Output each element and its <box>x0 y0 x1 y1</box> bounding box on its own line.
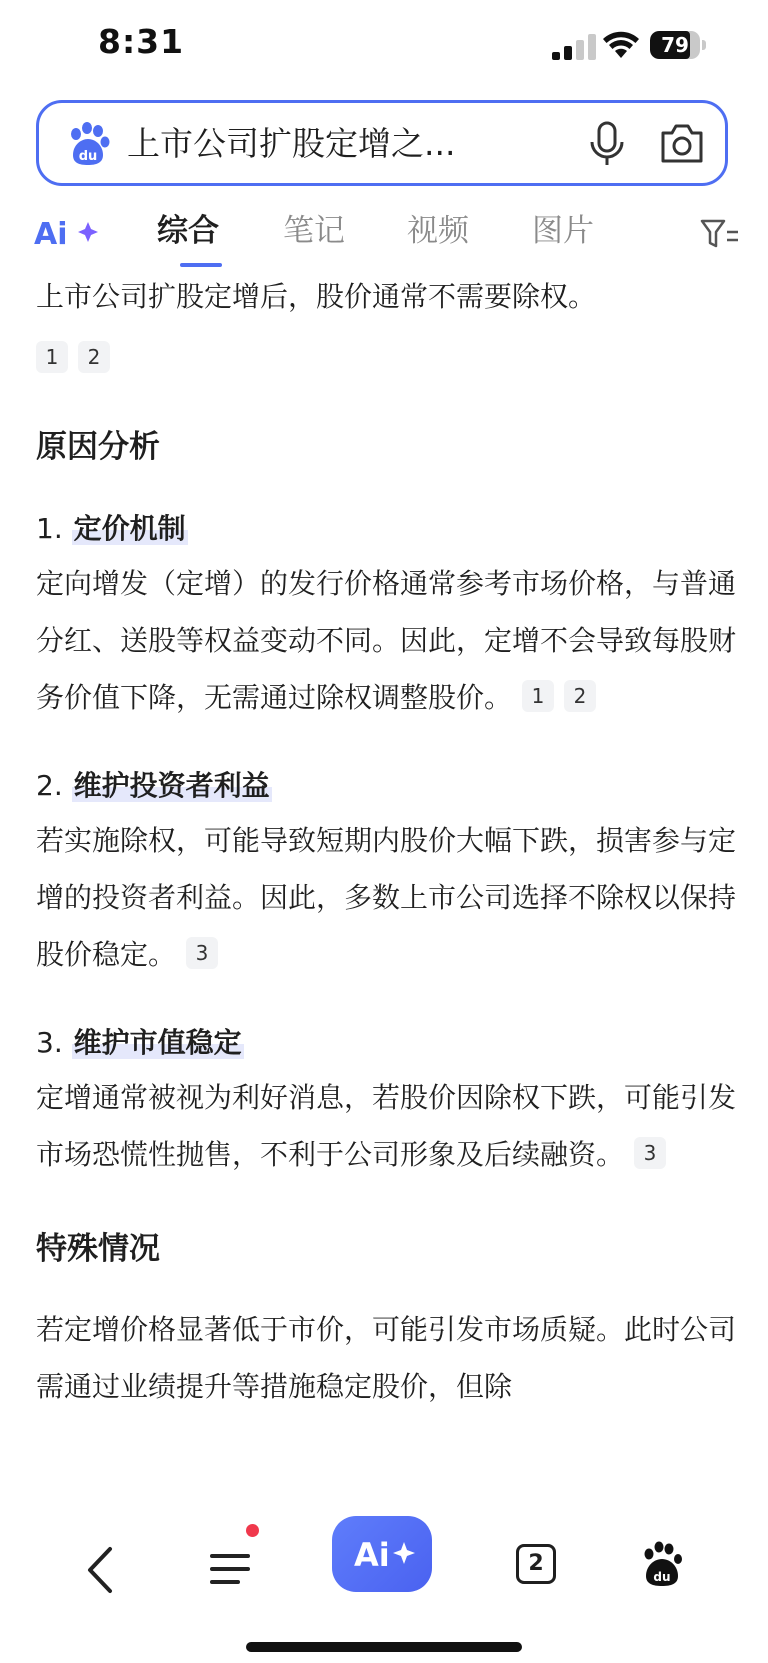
item-number: 1. <box>36 512 63 545</box>
item-heading <box>36 1017 736 1069</box>
item-heading <box>36 503 736 555</box>
notification-dot <box>246 1524 259 1537</box>
ai-answer-content <box>36 268 736 1488</box>
ai-button[interactable] <box>332 1516 432 1592</box>
svg-text:Ai: Ai <box>354 1536 390 1574</box>
status-bar <box>0 0 768 92</box>
filter-icon[interactable] <box>700 218 740 250</box>
tab-images[interactable]: 图片 <box>532 213 594 249</box>
search-bar[interactable] <box>36 100 728 186</box>
active-tab-indicator <box>180 263 222 267</box>
back-icon[interactable] <box>82 1545 118 1595</box>
search-input[interactable]: 上市公司扩股定增之... <box>127 124 456 163</box>
tab-videos[interactable]: 视频 <box>407 213 469 249</box>
item-title: 定价机制 <box>73 512 186 545</box>
search-tabs <box>0 200 768 270</box>
reference-badge[interactable]: 3 <box>634 1137 666 1169</box>
reference-badge[interactable]: 1 <box>522 680 554 712</box>
camera-icon[interactable] <box>659 121 705 165</box>
item-title: 维护市值稳定 <box>73 1026 242 1059</box>
section-heading-analysis: 原因分析 <box>36 429 160 465</box>
ai-icon <box>332 1516 432 1592</box>
svg-text:du: du <box>78 149 98 164</box>
baidu-paw-icon <box>63 119 113 169</box>
cellular-signal-icon <box>552 34 596 60</box>
item-title: 维护投资者利益 <box>73 769 270 802</box>
svg-text:Ai: Ai <box>34 217 68 250</box>
intro-text: 上市公司扩股定增后，股价通常不需要除权。 <box>36 280 597 313</box>
item-body: 若实施除权，可能导致短期内股价大幅下跌，损害参与定增的投资者利益。因此，多数上市公司选择不除权以保持股价稳定。 <box>36 824 736 971</box>
section-heading-special: 特殊情况 <box>36 1231 160 1267</box>
item-body: 定向增发（定增）的发行价格通常参考市场价格，与普通分红、送股等权益变动不同。因此，定增不会导致每股财务价值下降，无需通过除权调整股价。 <box>36 567 736 714</box>
item-text <box>36 555 736 726</box>
bottom-navigation <box>0 1500 768 1663</box>
intro-references <box>36 341 736 381</box>
battery-level: 79 <box>661 33 689 57</box>
reference-badge[interactable]: 3 <box>186 937 218 969</box>
reference-badge[interactable]: 1 <box>36 341 68 373</box>
tab-all[interactable]: 综合 <box>157 213 219 249</box>
menu-icon[interactable] <box>208 1540 258 1596</box>
tabs-count-button[interactable]: 2 <box>516 1544 556 1584</box>
tab-notes[interactable]: 笔记 <box>283 213 345 249</box>
home-indicator <box>246 1642 522 1652</box>
wifi-icon <box>602 30 640 60</box>
microphone-icon[interactable] <box>587 121 627 167</box>
baidu-home-icon[interactable] <box>640 1540 686 1588</box>
ai-assistant-icon[interactable] <box>34 214 100 250</box>
special-text: 若定增价格显著低于市价，可能引发市场质疑。此时公司需通过业绩提升等措施稳定股价，但除 <box>36 1313 736 1403</box>
reference-badge[interactable]: 2 <box>564 680 596 712</box>
status-time: 8:31 <box>98 22 185 61</box>
svg-text:du: du <box>653 1570 671 1584</box>
item-text <box>36 812 736 983</box>
item-number: 3. <box>36 1026 63 1059</box>
item-heading <box>36 760 736 812</box>
item-text <box>36 1069 736 1183</box>
item-number: 2. <box>36 769 63 802</box>
battery-icon <box>650 31 708 59</box>
reference-badge[interactable]: 2 <box>78 341 110 373</box>
item-body: 定增通常被视为利好消息，若股价因除权下跌，可能引发市场恐慌性抛售，不利于公司形象及后续融资。 <box>36 1081 736 1171</box>
